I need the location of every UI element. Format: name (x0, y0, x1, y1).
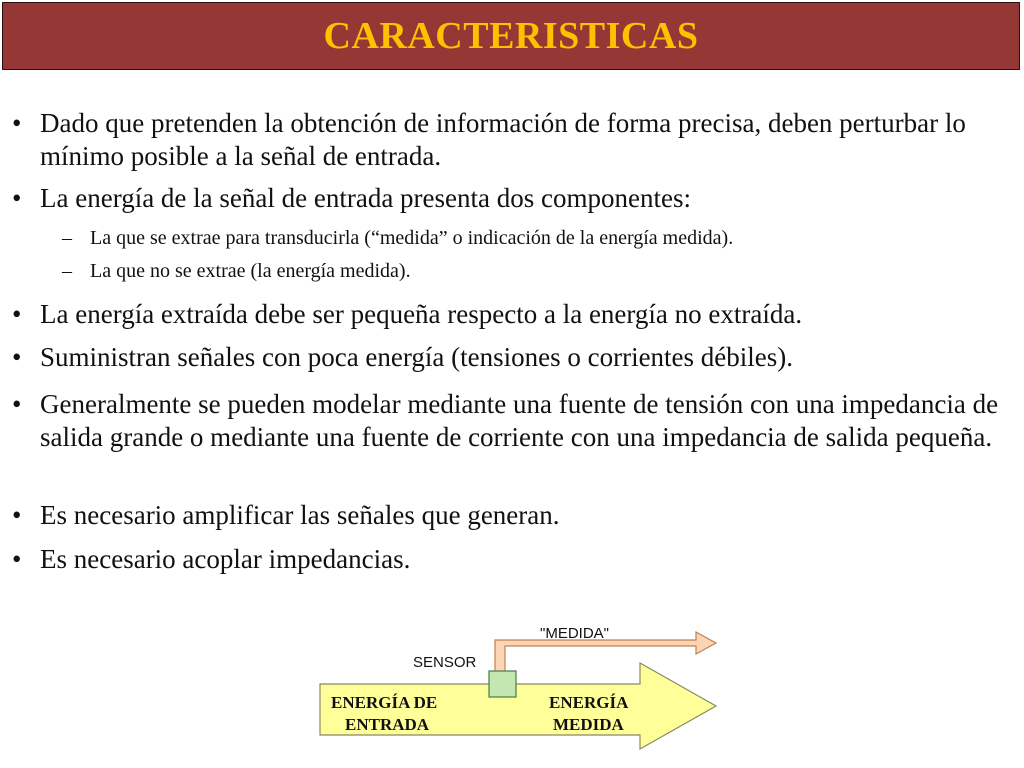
sub-bullet-text: La que no se extrae (la energía medida). (90, 260, 411, 282)
bullet-marker: • (12, 389, 22, 419)
output-energy-label-line1: ENERGÍA (549, 693, 629, 712)
bullet-marker: • (12, 500, 22, 530)
bullet-marker: • (12, 342, 22, 372)
bullet-marker: • (12, 299, 22, 329)
input-energy-label-line2: ENTRADA (345, 715, 430, 734)
input-energy-label-line1: ENERGÍA DE (331, 693, 438, 712)
bullet-marker: • (12, 544, 22, 574)
sensor-box (489, 671, 516, 697)
bullet-text: Suministran señales con poca energía (tensiones o corrientes débiles). (40, 342, 794, 372)
slide-title: CARACTERISTICAS (323, 15, 699, 57)
bullet-marker: • (12, 183, 22, 213)
bullet-marker: • (12, 108, 22, 138)
sub-bullet-marker: – (62, 227, 72, 249)
bullet-text: La energía de la señal de entrada presenta dos componentes: (40, 183, 691, 213)
sensor-label: SENSOR (413, 654, 477, 671)
bullet-text: Es necesario amplificar las señales que generan. (40, 500, 560, 530)
sub-bullet-text: La que se extrae para transducirla (“medida” o indicación de la energía medida). (90, 227, 734, 249)
bullet-text: Generalmente se pueden modelar mediante una fuente de tensión con una impedancia de salida grande o mediante una fuente de corriente con una impedancia de salida pequeña. (40, 389, 999, 452)
medida-label: "MEDIDA" (540, 625, 609, 642)
bullet-text: Dado que pretenden la obtención de información de forma precisa, deben perturbar lo mínimo posible a la señal de entrada. (40, 108, 966, 171)
output-energy-label-line2: MEDIDA (553, 715, 624, 734)
bullet-text: La energía extraída debe ser pequeña respecto a la energía no extraída. (40, 299, 803, 329)
sub-bullet-marker: – (62, 260, 72, 282)
bullet-text: Es necesario acoplar impedancias. (40, 544, 411, 574)
